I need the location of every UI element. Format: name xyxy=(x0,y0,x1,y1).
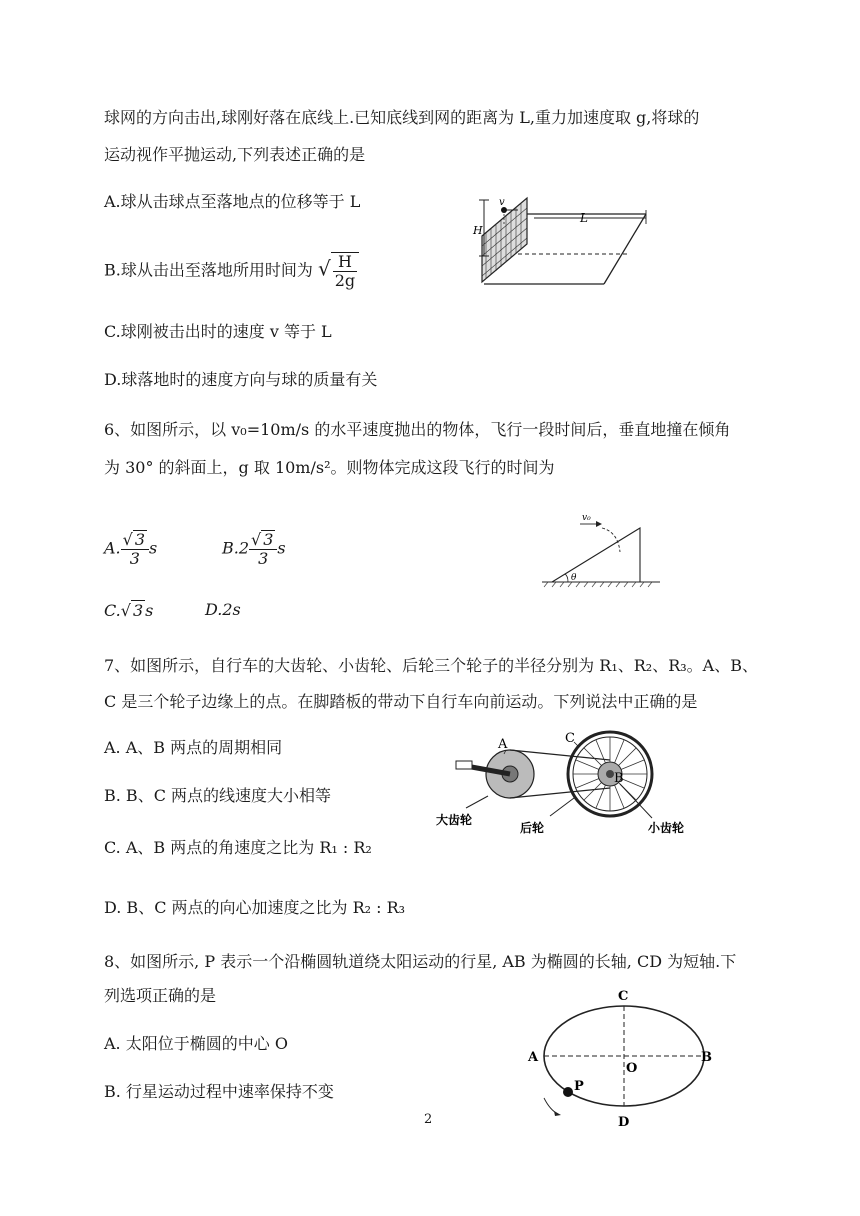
q7-option-b: B. B、C 两点的线速度大小相等 xyxy=(104,786,332,805)
q6-option-a xyxy=(104,530,157,568)
fig-label-b: B xyxy=(701,1050,712,1065)
fig-label-b: B xyxy=(614,771,624,786)
fraction-numerator: √ 3 xyxy=(249,530,277,550)
q8-stem-line1: 8、如图所示, P 表示一个沿椭圆轨道绕太阳运动的行星, AB 为椭圆的长轴, CD 为短轴.下 xyxy=(104,952,737,971)
q5-option-b-text: B.球从击出至落地所用时间为 xyxy=(104,260,313,280)
fraction-denominator: 3 xyxy=(129,549,140,568)
q8-ellipse-figure xyxy=(524,984,724,1130)
page-number: 2 xyxy=(424,1112,433,1127)
fig-label-theta: θ xyxy=(571,573,577,583)
fraction-numerator: H xyxy=(333,253,357,272)
fig-label-rear-wheel: 后轮 xyxy=(520,821,545,835)
fig-label-a: A xyxy=(528,1050,539,1065)
q6-option-b-fraction xyxy=(249,530,277,568)
fig-label-a: A xyxy=(498,737,508,752)
fraction-denominator: 3 xyxy=(258,549,269,568)
q7-option-c: C. A、B 两点的角速度之比为 R₁ : R₂ xyxy=(104,838,372,857)
fig-label-c: C xyxy=(565,731,575,746)
q6-option-c-label: C. xyxy=(104,601,121,620)
q6-option-c-unit: s xyxy=(145,601,154,620)
q8-option-b: B. 行星运动过程中速率保持不变 xyxy=(104,1082,334,1101)
q7-stem-line2: C 是三个轮子边缘上的点。在脚踏板的带动下自行车向前运动。下列说法中正确的是 xyxy=(104,692,698,711)
fig-label-big-gear: 大齿轮 xyxy=(436,813,473,827)
q6-stem-line1: 6、如图所示，以 v₀=10m/s 的水平速度抛出的物体，飞行一段时间后，垂直地撞在倾角 xyxy=(104,420,731,439)
q5-option-b-fraction xyxy=(331,252,359,290)
q6-option-b-label: B.2 xyxy=(222,538,250,558)
q7-bicycle-figure xyxy=(426,724,712,844)
q5-option-d: D.球落地时的速度方向与球的质量有关 xyxy=(104,370,378,389)
q5-option-a: A.球从击球点至落地点的位移等于 L xyxy=(104,192,361,211)
fig-label-h: H xyxy=(473,224,483,237)
fig-label-p: P xyxy=(574,1079,584,1094)
q6-option-b xyxy=(222,530,286,568)
fig-label-l: L xyxy=(580,211,588,225)
q8-stem-line2: 列选项正确的是 xyxy=(104,986,217,1005)
q6-option-d: D.2s xyxy=(205,600,241,619)
q6-option-a-label: A. xyxy=(104,538,121,558)
q6-option-a-unit: s xyxy=(149,538,158,558)
fig-label-c: C xyxy=(618,989,629,1004)
fig-label-small-gear: 小齿轮 xyxy=(648,821,685,835)
q7-option-a: A. A、B 两点的周期相同 xyxy=(104,738,283,757)
sqrt-sign: √ xyxy=(317,256,331,281)
fig-label-v: v xyxy=(499,197,505,208)
q5-option-c: C.球刚被击出时的速度 v 等于 L xyxy=(104,322,332,341)
q5-stem-line2: 运动视作平抛运动,下列表述正确的是 xyxy=(104,145,366,164)
q6-incline-figure xyxy=(540,510,670,590)
q5-court-figure xyxy=(470,196,660,292)
q5-stem-line1: 球网的方向击出,球刚好落在底线上.已知底线到网的距离为 L,重力加速度取 g,将球的 xyxy=(104,108,700,127)
q8-option-a: A. 太阳位于椭圆的中心 O xyxy=(104,1034,288,1053)
q5-option-b xyxy=(104,252,359,290)
fraction-numerator: √ 3 xyxy=(121,530,149,550)
fraction-denominator: 2g xyxy=(334,271,356,290)
fig-label-d: D xyxy=(618,1115,630,1130)
q7-option-d: D. B、C 两点的向心加速度之比为 R₂ : R₃ xyxy=(104,898,406,917)
q6-option-a-fraction xyxy=(121,530,149,568)
fig-label-o: O xyxy=(626,1061,638,1076)
fig-label-v0: v₀ xyxy=(582,513,591,523)
q6-option-c-radicand: 3 xyxy=(132,601,144,620)
q6-stem-line2: 为 30° 的斜面上，g 取 10m/s²。则物体完成这段飞行的时间为 xyxy=(104,458,555,477)
q6-option-c: C.√ 3 s xyxy=(104,601,154,620)
q7-stem-line1: 7、如图所示，自行车的大齿轮、小齿轮、后轮三个轮子的半径分别为 R₁、R₂、R₃。A、B、 xyxy=(104,656,758,675)
q6-option-b-unit: s xyxy=(277,538,286,558)
